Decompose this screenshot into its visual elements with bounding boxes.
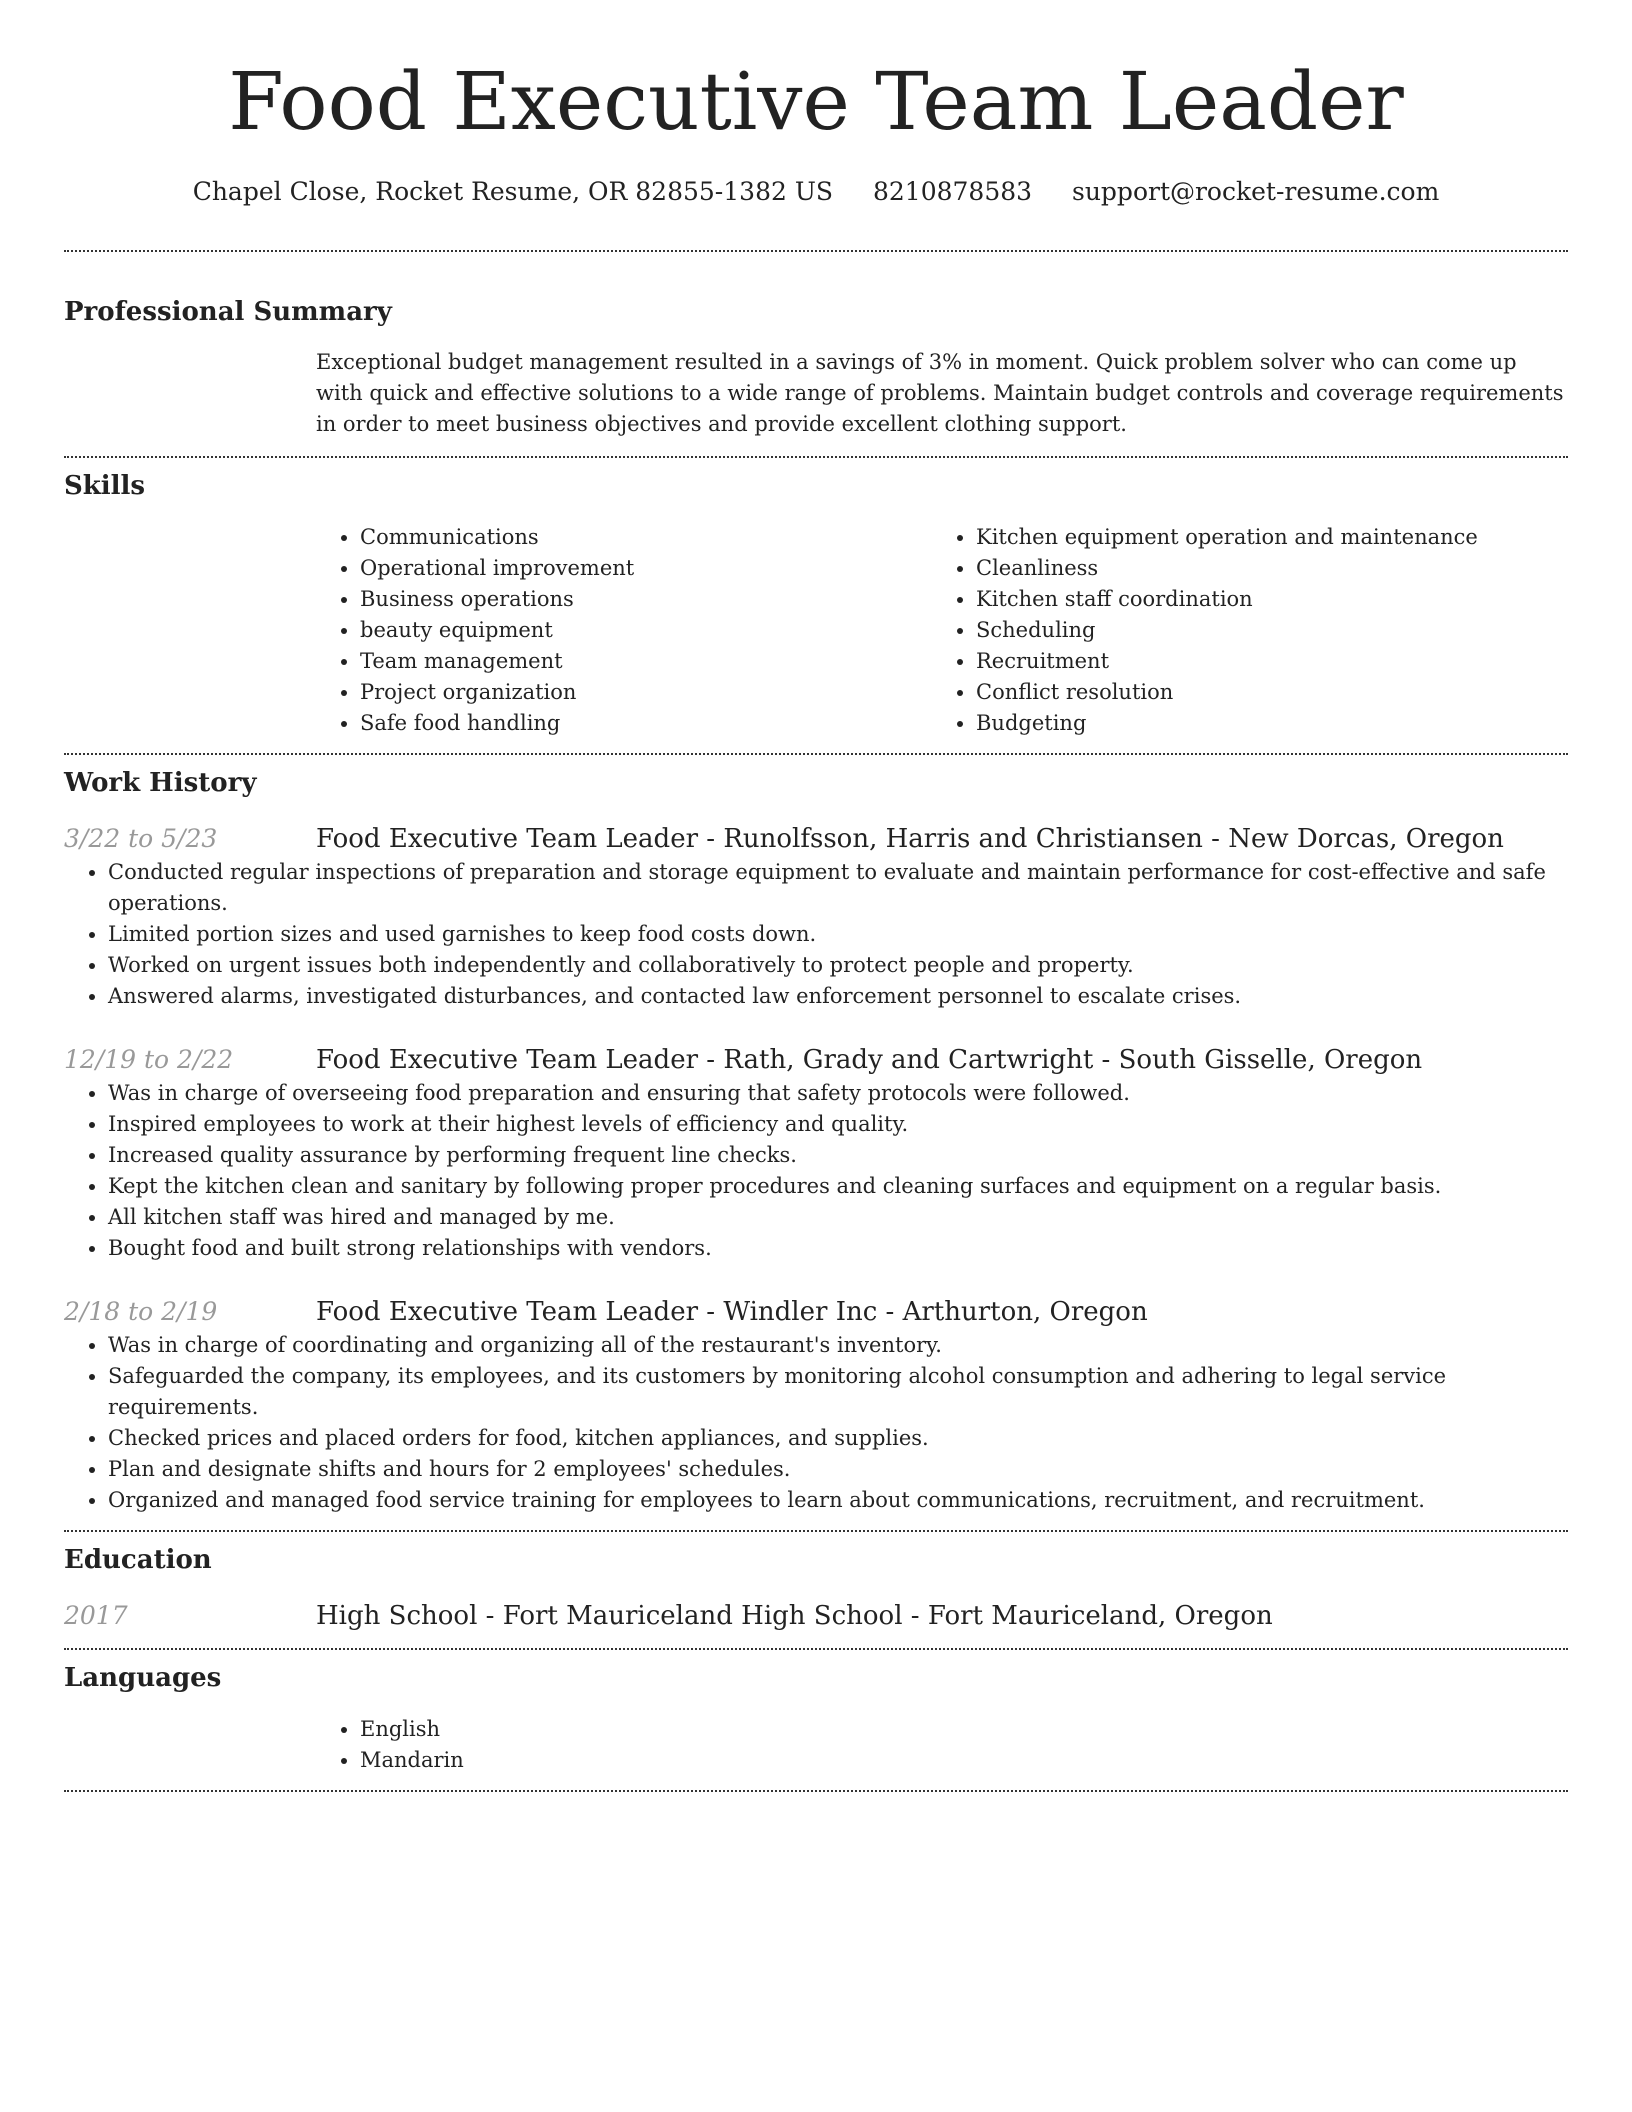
job-bullet: • Safeguarded the company, its employees, and its customers by monitoring alcohol consumption and adhering to legal service requirements. [108,1361,1568,1423]
section-title-work: Work History [64,768,257,798]
contact-line [64,174,1568,210]
address: Chapel Close, Rocket Resume, OR 82855-1382 US [192,177,834,206]
skill-item: • Communications [360,522,932,553]
section-title-education: Education [64,1545,212,1575]
candidate-name: Food Executive Team Leader [228,55,1404,148]
section-title-summary: Professional Summary [64,297,392,327]
skill-item: • beauty equipment [360,615,932,646]
job-entry [64,1294,1568,1516]
language-item: • Mandarin [360,1745,1568,1776]
skill-item: • Kitchen equipment operation and maintenance [976,522,1548,553]
education-entry [64,1598,1568,1634]
job-date: 3/22 to 5/23 [64,824,218,853]
skills-grid [316,522,1568,739]
job-title: Food Executive Team Leader - Windler Inc - Arthurton, Oregon [316,1297,1148,1327]
job-entry [64,821,1568,1012]
job-title: Food Executive Team Leader - Runolfsson, Harris and Christiansen - New Dorcas, Oregon [316,824,1504,854]
skill-item: • Cleanliness [976,553,1548,584]
job-entry [64,1042,1568,1264]
job-bullet: • All kitchen staff was hired and managed by me. [108,1202,1568,1233]
job-title: Food Executive Team Leader - Rath, Grady and Cartwright - South Gisselle, Oregon [316,1045,1423,1075]
skill-item: • Budgeting [976,708,1548,739]
job-bullets [64,1078,1568,1264]
skill-item: • Safe food handling [360,708,932,739]
work-section [64,755,1568,1530]
job-bullet: • Kept the kitchen clean and sanitary by following proper procedures and cleaning surfaces and equipment on a regular basis. [108,1171,1568,1202]
skill-item: • Conflict resolution [976,677,1548,708]
summary-section [64,252,1568,456]
skill-item: • Team management [360,646,932,677]
skills-list-left [316,522,932,739]
job-bullet: • Worked on urgent issues both independently and collaboratively to protect people and property. [108,950,1568,981]
section-title-languages: Languages [64,1663,222,1693]
skill-item: • Kitchen staff coordination [976,584,1548,615]
job-bullet: • Bought food and built strong relationships with vendors. [108,1233,1568,1264]
summary-content [316,347,1568,440]
education-date: 2017 [64,1601,128,1630]
skills-column-left [316,522,932,739]
education-title: High School - Fort Mauriceland High School - Fort Mauriceland, Oregon [316,1601,1273,1631]
education-section [64,1532,1568,1648]
skill-item: • Operational improvement [360,553,932,584]
job-bullet: • Conducted regular inspections of preparation and storage equipment to evaluate and maintain performance for cost-effective and safe operations. [108,857,1568,919]
language-item: • English [360,1714,1568,1745]
job-bullet: • Was in charge of coordinating and organizing all of the restaurant's inventory. [108,1330,1568,1361]
languages-content [316,1714,1568,1776]
skills-section [64,458,1568,753]
languages-list [316,1714,1568,1776]
job-bullets [64,1330,1568,1516]
skills-column-right [932,522,1548,739]
job-bullet: • Checked prices and placed orders for food, kitchen appliances, and supplies. [108,1423,1568,1454]
job-bullet: • Answered alarms, investigated disturbances, and contacted law enforcement personnel to escalate crises. [108,981,1568,1012]
job-bullet: • Inspired employees to work at their highest levels of efficiency and quality. [108,1109,1568,1140]
skill-item: • Project organization [360,677,932,708]
section-divider [64,1790,1568,1792]
skill-item: • Scheduling [976,615,1548,646]
summary-text: Exceptional budget management resulted in a savings of 3% in moment. Quick problem solver who can come up with quick and effective solutions to a wide range of problems. Maintain budget controls and coverage requirements in order to meet business objectives and provide excellent clothing support. [316,350,1564,436]
skill-item: • Recruitment [976,646,1548,677]
job-bullet: • Organized and managed food service training for employees to learn about communications, recruitment, and recruitment. [108,1485,1568,1516]
job-bullet: • Plan and designate shifts and hours for 2 employees' schedules. [108,1454,1568,1485]
section-title-skills: Skills [64,471,146,501]
skills-list-right [932,522,1548,739]
job-bullet: • Increased quality assurance by performing frequent line checks. [108,1140,1568,1171]
job-bullets [64,857,1568,1012]
email: support@rocket-resume.com [1072,177,1440,206]
phone: 8210878583 [872,177,1033,206]
job-date: 2/18 to 2/19 [64,1297,218,1326]
job-bullet: • Was in charge of overseeing food preparation and ensuring that safety protocols were followed. [108,1078,1568,1109]
job-date: 12/19 to 2/22 [64,1045,234,1074]
skill-item: • Business operations [360,584,932,615]
languages-section [64,1650,1568,1790]
job-bullet: • Limited portion sizes and used garnishes to keep food costs down. [108,919,1568,950]
